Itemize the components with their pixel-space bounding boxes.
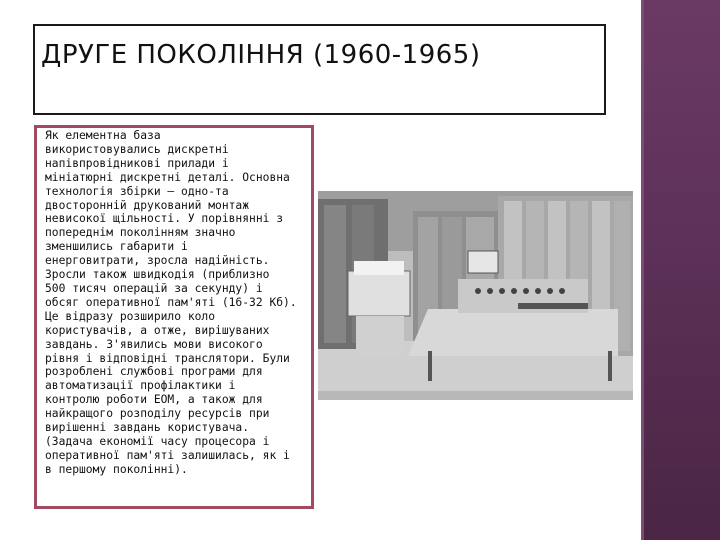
body-line: в першому поколінні). <box>45 462 188 476</box>
body-line: розроблені службові програми для <box>45 365 263 379</box>
body-line: невисокої щільності. У порівнянні з <box>45 212 284 226</box>
body-line: обсяг оперативної пам'яті (16-32 Кб). <box>45 295 297 309</box>
body-line: контролю роботи ЕОМ, а також для <box>45 393 263 407</box>
body-line: найкращого розподілу ресурсів при <box>45 407 270 421</box>
body-line: оперативної пам'яті залишилась, як і <box>45 448 290 462</box>
body-text <box>45 129 313 477</box>
body-line: зменшились габарити і <box>45 240 188 254</box>
body-line: попереднім поколінням значно <box>45 226 236 240</box>
body-line: (Задача економії часу процесора і <box>45 434 270 448</box>
body-line: Це відразу розширило коло <box>45 309 216 323</box>
body-line: технологія збірки — одно-та <box>45 184 229 198</box>
body-line: енерговитрати, зросла надійність. <box>45 254 270 268</box>
body-line: Зросли також швидкодія (приблизно <box>45 268 270 282</box>
body-line: мініатюрні дискретні деталі. Основна <box>45 170 290 184</box>
body-line: користувачів, а отже, вирішуваних <box>45 323 270 337</box>
body-text-box <box>34 125 314 509</box>
body-line: завдань. З'явились мови високого <box>45 337 263 351</box>
body-line: використовувались дискретні <box>45 142 229 156</box>
body-line: напівпровідникові прилади і <box>45 156 229 170</box>
body-line: двосторонній друкований монтаж <box>45 198 250 212</box>
side-accent-bar <box>641 0 720 540</box>
body-line: вирішенні завдань користувача. <box>45 421 250 435</box>
body-line: Як елементна база <box>45 129 161 142</box>
slide-title: ДРУГЕ ПОКОЛІННЯ (1960-1965) <box>41 40 481 70</box>
body-line: автоматизації профілактики і <box>45 379 236 393</box>
title-box <box>33 24 606 115</box>
body-line: рівня і відповідні транслятори. Були <box>45 351 290 365</box>
computer-photo <box>318 191 633 400</box>
body-line: 500 тисяч операцій за секунду) і <box>45 281 263 295</box>
